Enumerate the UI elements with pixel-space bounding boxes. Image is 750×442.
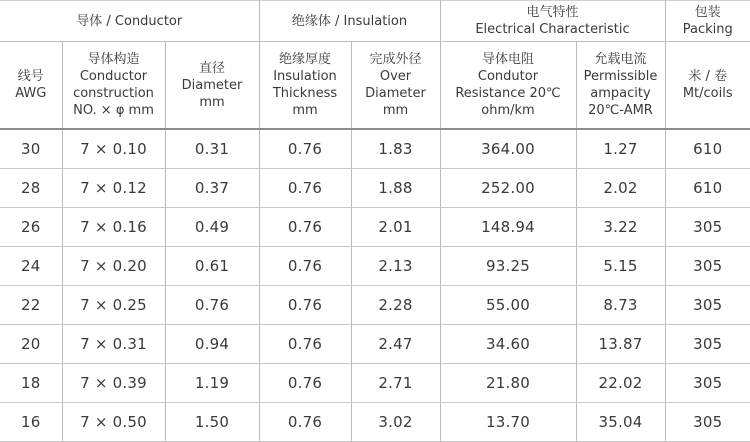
- awg-cell: 28: [0, 169, 62, 208]
- header-line: Conductor: [63, 68, 165, 85]
- table-body: [0, 129, 750, 442]
- header-line: mm: [166, 94, 259, 111]
- resistance-cell: 148.94: [440, 208, 576, 247]
- resistance-cell: 13.70: [440, 403, 576, 442]
- construction-cell: 7 × 0.39: [62, 364, 165, 403]
- table-row: [0, 208, 750, 247]
- awg-column-header: [0, 42, 62, 130]
- header-line: Thickness: [260, 85, 351, 102]
- awg-cell: 26: [0, 208, 62, 247]
- construction-cell: 7 × 0.10: [62, 129, 165, 169]
- electrical-header-cn: 电气特性: [441, 4, 665, 21]
- ampacity-cell: 22.02: [576, 364, 665, 403]
- packing-cell: 305: [665, 247, 750, 286]
- header-line: 导体构造: [63, 51, 165, 68]
- diameter-column-header: [165, 42, 259, 130]
- construction-cell: 7 × 0.20: [62, 247, 165, 286]
- resistance-cell: 364.00: [440, 129, 576, 169]
- resistance-cell: 252.00: [440, 169, 576, 208]
- group-header-row: [0, 1, 750, 42]
- table-row: [0, 129, 750, 169]
- awg-cell: 24: [0, 247, 62, 286]
- header-line: Permissible: [577, 68, 665, 85]
- diameter-cell: 0.76: [165, 286, 259, 325]
- header-line: Insulation: [260, 68, 351, 85]
- table-row: [0, 364, 750, 403]
- electrical-group-header: [440, 1, 665, 42]
- packing-header-en: Packing: [666, 21, 750, 38]
- awg-cell: 20: [0, 325, 62, 364]
- construction-column-header: [62, 42, 165, 130]
- over-diameter-cell: 3.02: [351, 403, 440, 442]
- header-line: 导体电阻: [441, 51, 576, 68]
- over-diameter-cell: 2.71: [351, 364, 440, 403]
- ampacity-cell: 13.87: [576, 325, 665, 364]
- ampacity-cell: 35.04: [576, 403, 665, 442]
- resistance-cell: 93.25: [440, 247, 576, 286]
- insulation-thickness-cell: 0.76: [259, 129, 351, 169]
- diameter-cell: 0.31: [165, 129, 259, 169]
- header-line: NO. × φ mm: [63, 102, 165, 119]
- insulation-thickness-cell: 0.76: [259, 247, 351, 286]
- insulation-thickness-cell: 0.76: [259, 286, 351, 325]
- construction-cell: 7 × 0.31: [62, 325, 165, 364]
- over-diameter-cell: 2.13: [351, 247, 440, 286]
- header-line: Resistance 20℃: [441, 85, 576, 102]
- header-line: Over: [352, 68, 440, 85]
- header-line: 绝缘厚度: [260, 51, 351, 68]
- packing-cell: 305: [665, 364, 750, 403]
- header-line: ampacity: [577, 85, 665, 102]
- awg-cell: 18: [0, 364, 62, 403]
- ampacity-cell: 2.02: [576, 169, 665, 208]
- header-line: Mt/coils: [666, 85, 750, 102]
- over-diameter-cell: 2.01: [351, 208, 440, 247]
- header-line: construction: [63, 85, 165, 102]
- insulation-thickness-cell: 0.76: [259, 325, 351, 364]
- over-diameter-column-header: [351, 42, 440, 130]
- resistance-column-header: [440, 42, 576, 130]
- resistance-cell: 55.00: [440, 286, 576, 325]
- diameter-cell: 0.94: [165, 325, 259, 364]
- packing-group-header: [665, 1, 750, 42]
- awg-cell: 30: [0, 129, 62, 169]
- packing-cell: 610: [665, 129, 750, 169]
- packing-cell: 305: [665, 286, 750, 325]
- insulation-thickness-cell: 0.76: [259, 403, 351, 442]
- insulation-thickness-cell: 0.76: [259, 169, 351, 208]
- over-diameter-cell: 1.88: [351, 169, 440, 208]
- header-line: Diameter: [352, 85, 440, 102]
- header-line: ohm/km: [441, 102, 576, 119]
- construction-cell: 7 × 0.50: [62, 403, 165, 442]
- over-diameter-cell: 2.47: [351, 325, 440, 364]
- diameter-cell: 0.61: [165, 247, 259, 286]
- packing-cell: 305: [665, 325, 750, 364]
- packing-cell: 305: [665, 208, 750, 247]
- table-row: [0, 325, 750, 364]
- header-line: AWG: [0, 85, 62, 102]
- diameter-cell: 1.50: [165, 403, 259, 442]
- awg-cell: 22: [0, 286, 62, 325]
- header-line: 直径: [166, 60, 259, 77]
- ampacity-column-header: [576, 42, 665, 130]
- insulation-thickness-column-header: [259, 42, 351, 130]
- ampacity-cell: 1.27: [576, 129, 665, 169]
- header-line: 线号: [0, 68, 62, 85]
- header-line: 允载电流: [577, 51, 665, 68]
- construction-cell: 7 × 0.16: [62, 208, 165, 247]
- over-diameter-cell: 2.28: [351, 286, 440, 325]
- insulation-thickness-cell: 0.76: [259, 364, 351, 403]
- ampacity-cell: 8.73: [576, 286, 665, 325]
- insulation-group-header: 绝缘体 / Insulation: [259, 1, 440, 42]
- ampacity-cell: 5.15: [576, 247, 665, 286]
- header-line: Condutor: [441, 68, 576, 85]
- electrical-header-en: Electrical Characteristic: [441, 21, 665, 38]
- header-line: mm: [352, 102, 440, 119]
- packing-column-header: [665, 42, 750, 130]
- table-row: [0, 286, 750, 325]
- construction-cell: 7 × 0.25: [62, 286, 165, 325]
- packing-header-cn: 包装: [666, 4, 750, 21]
- ampacity-cell: 3.22: [576, 208, 665, 247]
- header-line: 20℃-AMR: [577, 102, 665, 119]
- header-line: Diameter: [166, 77, 259, 94]
- header-line: 完成外径: [352, 51, 440, 68]
- packing-cell: 610: [665, 169, 750, 208]
- over-diameter-cell: 1.83: [351, 129, 440, 169]
- column-header-row: [0, 42, 750, 130]
- conductor-group-header: 导体 / Conductor: [0, 1, 259, 42]
- packing-cell: 305: [665, 403, 750, 442]
- diameter-cell: 1.19: [165, 364, 259, 403]
- diameter-cell: 0.49: [165, 208, 259, 247]
- awg-cell: 16: [0, 403, 62, 442]
- construction-cell: 7 × 0.12: [62, 169, 165, 208]
- header-line: mm: [260, 102, 351, 119]
- header-line: 米 / 卷: [666, 68, 750, 85]
- table-row: [0, 169, 750, 208]
- table-row: [0, 247, 750, 286]
- resistance-cell: 21.80: [440, 364, 576, 403]
- resistance-cell: 34.60: [440, 325, 576, 364]
- diameter-cell: 0.37: [165, 169, 259, 208]
- insulation-thickness-cell: 0.76: [259, 208, 351, 247]
